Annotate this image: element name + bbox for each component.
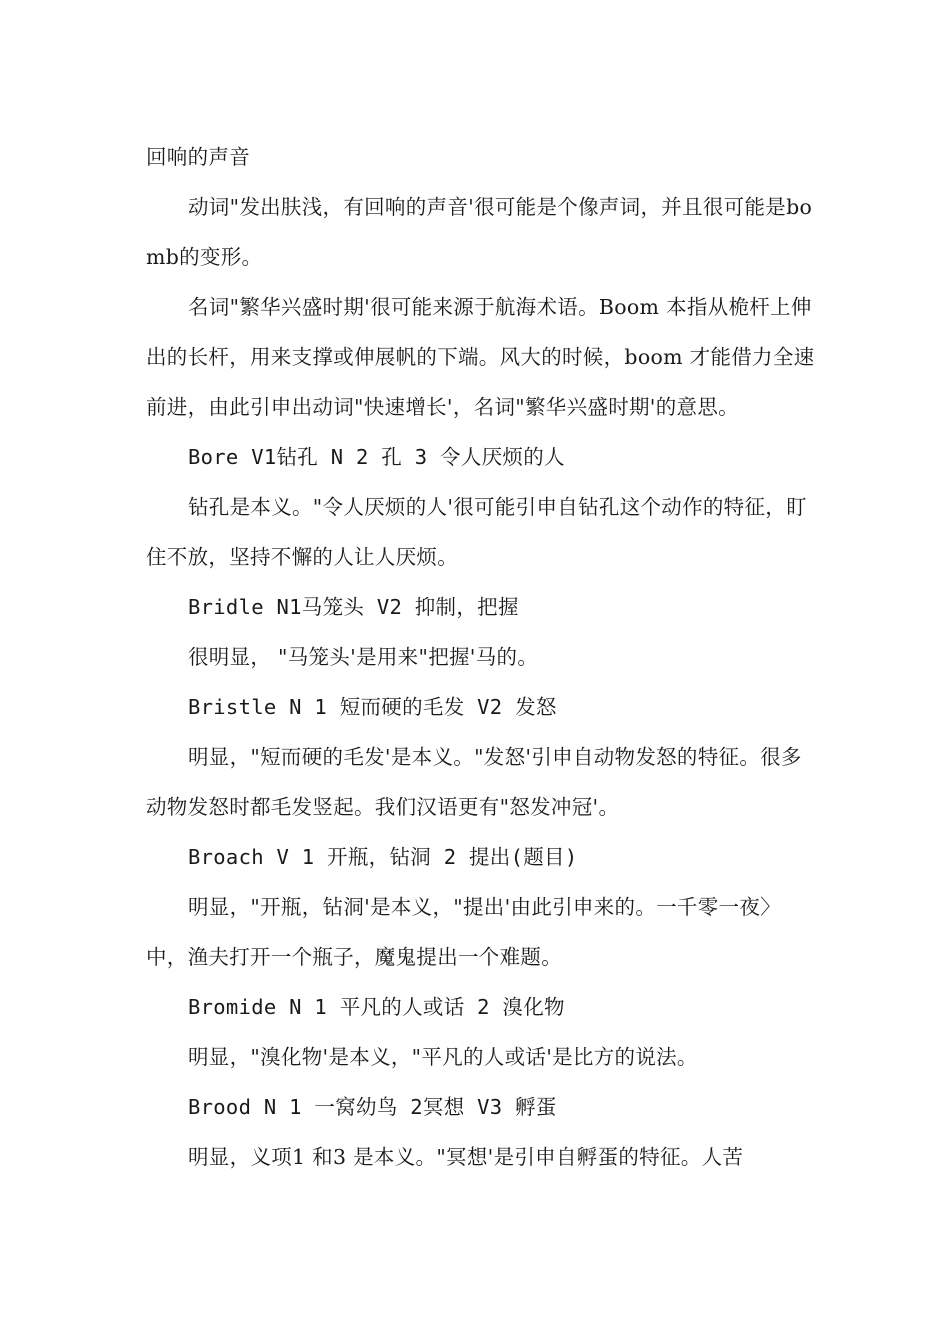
entry-heading-bore: Bore V1钻孔 N 2 孔 3 令人厌烦的人 (188, 445, 565, 469)
entry-heading-broach: Broach V 1 开瓶，钻洞 2 提出(题目) (188, 845, 578, 869)
paragraph: 明显，"开瓶，钻洞'是本义，"提出'由此引申来的。一千零一夜〉中，渔夫打开一个瓶子，魔鬼提出一个难题。 (146, 895, 781, 969)
paragraph: 名词"繁华兴盛时期'很可能来源于航海术语。Boom 本指从桅杆上伸出的长杆，用来支撑或伸展帆的下端。风大的时候，boom 才能借力全速前进，由此引申出动词"快速增长'，名词"繁华兴盛时期'的意思。 (146, 295, 815, 419)
entry-heading-bristle: Bristle N 1 短而硬的毛发 V2 发怒 (188, 695, 557, 719)
paragraph: 明显，"短而硬的毛发'是本义。"发怒'引申自动物发怒的特征。很多动物发怒时都毛发竖起。我们汉语更有"怒发冲冠'。 (146, 745, 802, 819)
paragraph: 很明显， "马笼头'是用来"把握'马的。 (188, 645, 539, 669)
paragraph: 明显，义项1 和3 是本义。"冥想'是引申自孵蛋的特征。人苦 (188, 1145, 744, 1169)
paragraph: 钻孔是本义。"令人厌烦的人'很可能引申自钻孔这个动作的特征，盯住不放，坚持不懈的人让人厌烦。 (146, 495, 807, 569)
paragraph: 动词"发出肤浅，有回响的声音'很可能是个像声词，并且很可能是bomb的变形。 (146, 195, 813, 269)
paragraph: 回响的声音 (146, 145, 250, 169)
entry-heading-bridle: Bridle N1马笼头 V2 抑制，把握 (188, 595, 519, 619)
entry-heading-bromide: Bromide N 1 平凡的人或话 2 溴化物 (188, 995, 565, 1019)
entry-heading-brood: Brood N 1 一窝幼鸟 2冥想 V3 孵蛋 (188, 1095, 557, 1119)
paragraph: 明显，"溴化物'是本义，"平凡的人或话'是比方的说法。 (188, 1045, 698, 1069)
document-body (146, 132, 818, 1182)
